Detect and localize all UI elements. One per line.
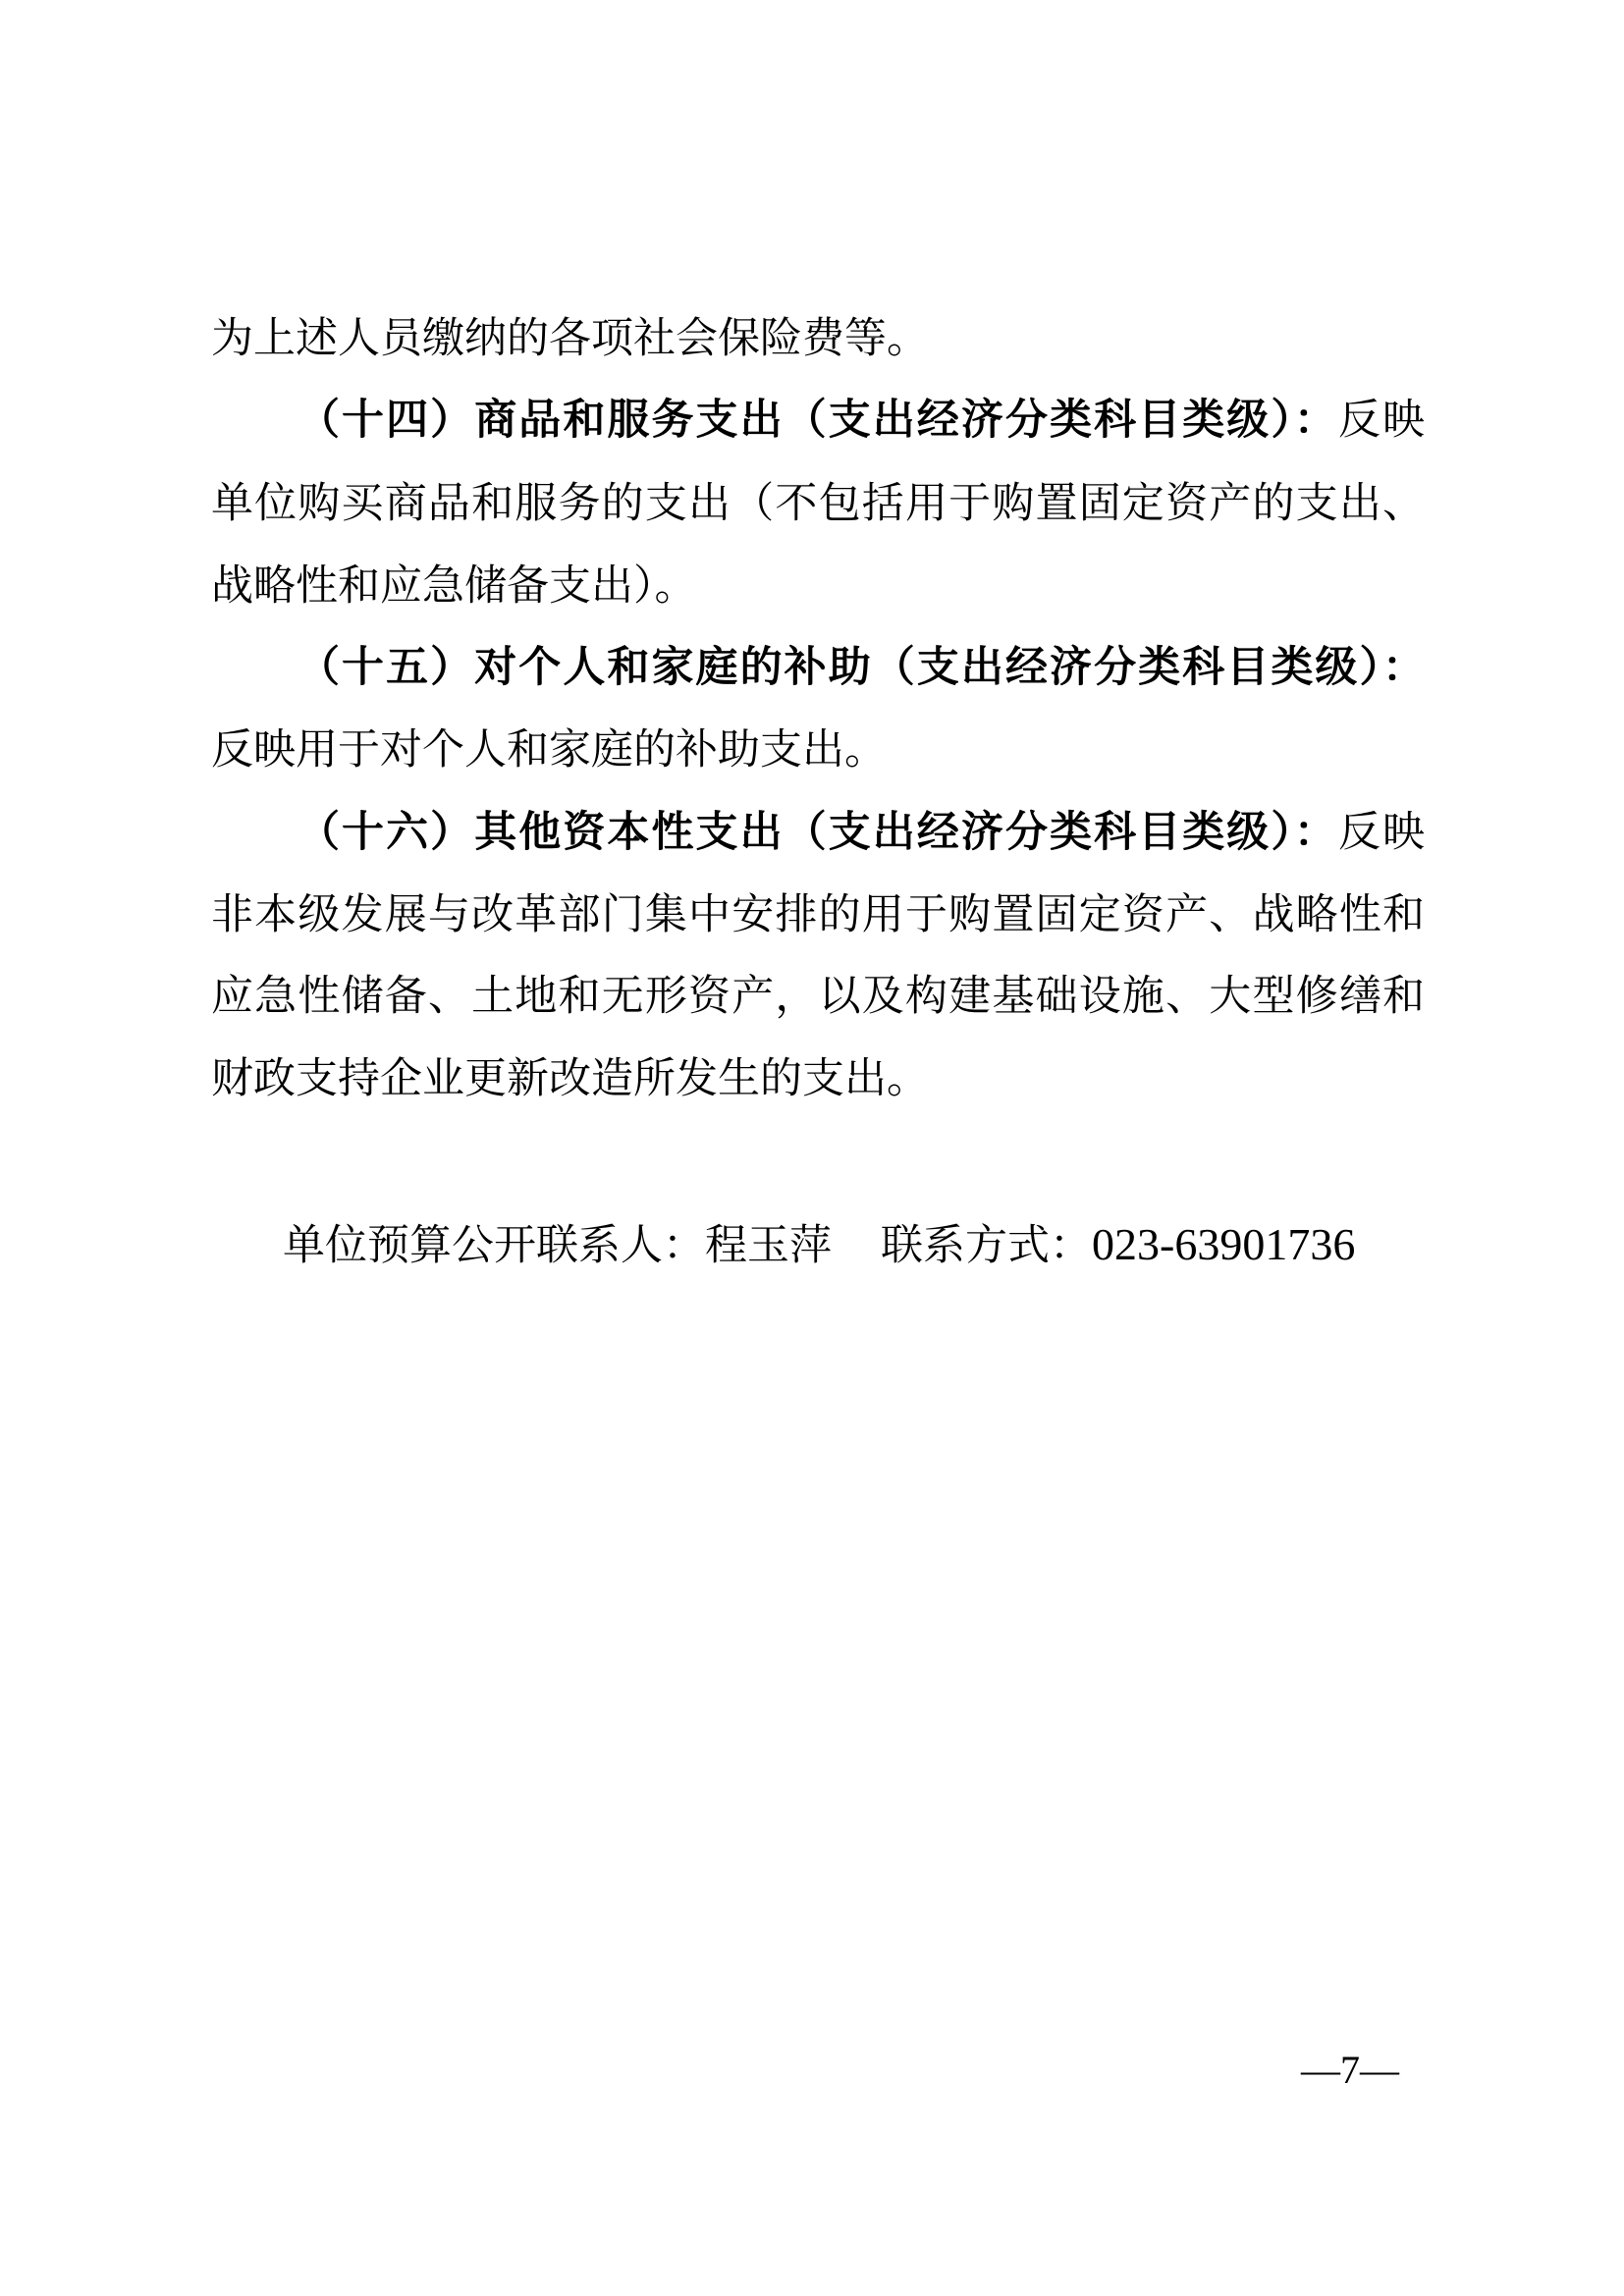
paragraph-14-line <box>211 557 1425 615</box>
paragraph-16-line <box>211 1049 1425 1108</box>
contact-method-label: 联系方式： <box>881 1221 1092 1270</box>
paragraph-16-first-line <box>298 803 1425 862</box>
section-heading-15: （十五）对个人和家庭的补助（支出经济分类科目类级）： <box>298 643 1425 692</box>
body-text: 应急性储备、土地和无形资产，以及构建基础设施、大型修缮和 <box>211 972 1425 1021</box>
section-heading-14: （十四）商品和服务支出（支出经济分类科目类级）： <box>298 396 1338 445</box>
contact-label: 单位预算公开联系人： <box>283 1221 705 1270</box>
body-text: 反映 <box>1337 808 1426 857</box>
body-text: 反映用于对个人和家庭的补助支出。 <box>211 725 887 774</box>
paragraph-14-line <box>211 474 1425 533</box>
body-text: 战略性和应急储备支出）。 <box>211 561 697 611</box>
body-text: 为上述人员缴纳的各项社会保险费等。 <box>211 314 929 363</box>
body-text: 财政支持企业更新改造所发生的支出。 <box>211 1054 929 1103</box>
page-number: —7— <box>1301 2048 1399 2092</box>
paragraph-15-first-line <box>298 638 1425 697</box>
contact-line <box>283 1215 1355 1275</box>
body-text: 非本级发展与改革部门集中安排的用于购置固定资产、战略性和 <box>211 890 1425 939</box>
body-text: 反映 <box>1337 396 1426 445</box>
body-text: 单位购买商品和服务的支出（不包括用于购置固定资产的支出、 <box>211 479 1425 528</box>
paragraph-16-line <box>211 885 1425 944</box>
contact-name: 程玉萍 <box>705 1221 832 1270</box>
section-heading-16: （十六）其他资本性支出（支出经济分类科目类级）： <box>298 808 1338 857</box>
paragraph-16-line <box>211 967 1425 1026</box>
paragraph-13-continuation <box>211 309 1425 368</box>
contact-phone: 023-63901736 <box>1092 1219 1356 1269</box>
paragraph-14-first-line <box>298 391 1425 450</box>
paragraph-15-line <box>211 721 1425 779</box>
